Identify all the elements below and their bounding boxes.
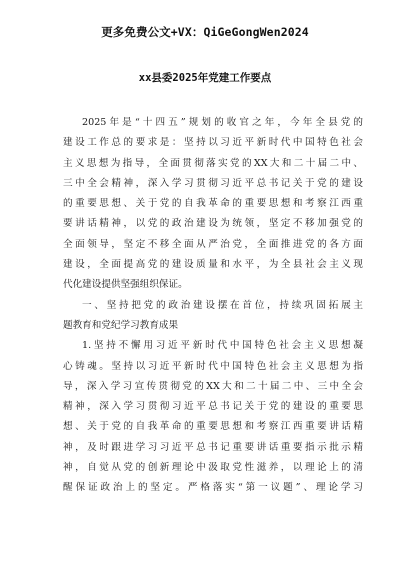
body-line: 全面领导，坚定不移全面从严治党，全面推进党的各方面 xyxy=(63,238,363,250)
body-line: 建设工作总的要求是：坚持以习近平新时代中国特色社会 xyxy=(63,137,363,149)
body-line: 1.坚持不懈用习近平新时代中国特色社会主义思想凝 xyxy=(82,340,363,352)
body-line: 要讲话精神，以党的政治建设为统领，坚定不移加强党的 xyxy=(63,218,363,230)
header-note: 更多免费公文+VX：QiGeGongWen2024 xyxy=(101,25,309,39)
body-line: 醒保证政治上的坚定。严格落实“第一议题”、理论学习 xyxy=(63,482,363,494)
body-line: 神，自觉从党的创新理论中汲取党性滋养，以理论上的清 xyxy=(63,462,363,474)
body-line: 三中全会精神，深入学习贯彻习近平总书记关于党的建设 xyxy=(63,177,363,189)
body-text xyxy=(63,113,363,499)
body-line: 的重要思想、关于党的自我革命的重要思想和考察江西重 xyxy=(63,198,363,210)
body-line: 题教育和党纪学习教育成果 xyxy=(63,319,179,331)
body-line: 精神，深入学习贯彻习近平总书记关于党的建设的重要思 xyxy=(63,401,363,413)
body-line: 想、关于党的自我革命的重要思想和考察江西重要讲话精 xyxy=(63,421,363,433)
body-line: 主义思想为指导，全面贯彻落实党的XX大和二十届二中、 xyxy=(63,157,363,169)
body-line: 代化建设提供坚强组织保证。 xyxy=(63,279,188,291)
body-line: 一、坚持把党的政治建设摆在首位，持续巩固拓展主 xyxy=(82,299,363,311)
body-line: 2025年是“十四五”规划的收官之年，今年全县党的 xyxy=(82,117,363,128)
body-line: 神，及时跟进学习习近平总书记重要讲话重要指示批示精 xyxy=(63,441,363,453)
body-line: 导，深入学习宣传贯彻党的XX大和二十届二中、三中全会 xyxy=(63,380,363,392)
body-line: 心铸魂。坚持以习近平新时代中国特色社会主义思想为指 xyxy=(63,360,363,372)
body-line: 建设，全面提高党的建设质量和水平，为全县社会主义现 xyxy=(63,259,363,271)
document-title: xx县委2025年党建工作要点 xyxy=(138,72,272,84)
